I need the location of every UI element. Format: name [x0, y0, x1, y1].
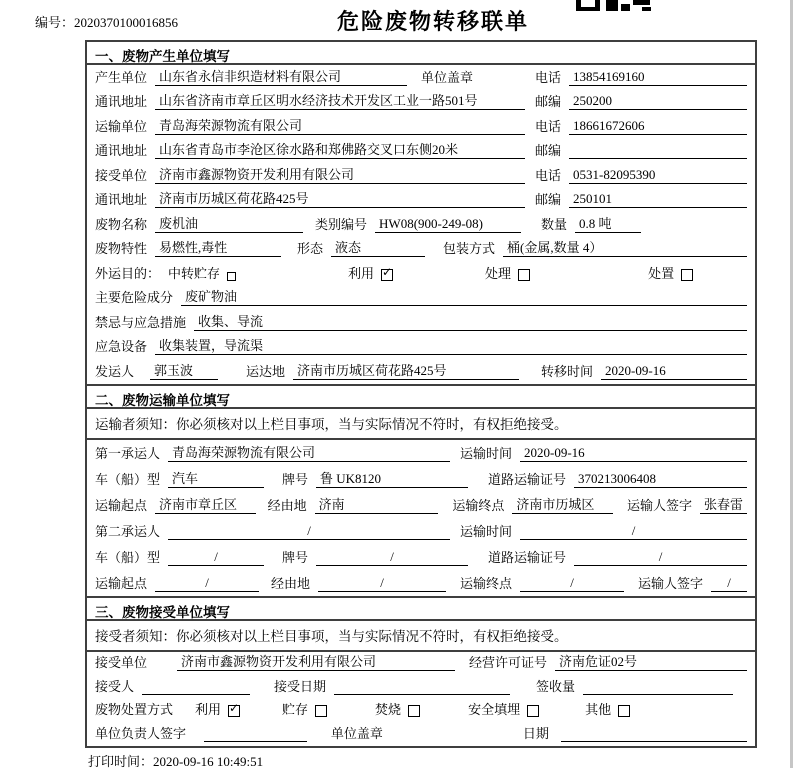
disposal-option-other	[585, 702, 630, 718]
transporter-value: 青岛海荣源物流有限公司	[155, 118, 525, 135]
producer-phone-group	[535, 69, 747, 86]
row-hazard	[87, 286, 755, 311]
option-label: 处理	[485, 265, 512, 281]
acceptor-label: 接受人	[95, 678, 135, 694]
option-label: 焚烧	[375, 702, 402, 717]
section2-title: 二、废物运输单位填写	[87, 386, 755, 409]
sign-label: 运输人签字	[626, 497, 692, 513]
option-label: 中转贮存	[168, 265, 221, 281]
address-label: 通讯地址	[95, 192, 148, 207]
packing-label: 包装方式	[443, 241, 496, 256]
form-value: 液态	[331, 240, 425, 257]
sign-date-label: 日期	[522, 725, 549, 741]
transporter-group	[95, 118, 535, 135]
character-value: 易燃性,毒性	[155, 240, 281, 257]
checkbox-icon	[681, 269, 693, 281]
receiver-address-value: 济南市历城区荷花路425号	[155, 191, 525, 208]
option-label: 处置	[648, 265, 675, 281]
carrier2-label: 第二承运人	[95, 523, 161, 539]
origin1-value: 济南市章丘区	[155, 497, 256, 514]
quantity-value: 0.8 吨	[575, 216, 641, 233]
acceptor-value	[142, 679, 250, 695]
carrier2-group	[95, 523, 460, 540]
zip-label: 邮编	[535, 192, 562, 207]
purpose-option-treat	[485, 266, 530, 282]
row-vehicle1	[87, 466, 755, 492]
checkbox-icon	[315, 705, 327, 717]
receiver-address-group	[95, 191, 535, 208]
purpose-option-dispose	[648, 266, 693, 282]
plate-label: 牌号	[282, 471, 309, 487]
section-transport	[87, 384, 755, 596]
row-waste-name	[87, 212, 755, 237]
checkbox-checked-icon	[381, 264, 393, 281]
taboo-label: 禁忌与应急措施	[95, 314, 187, 330]
permit-label: 经营许可证号	[469, 655, 548, 670]
address-label: 通讯地址	[95, 143, 148, 158]
manager-sign-label: 单位负责人签字	[95, 725, 187, 741]
receiver-zip-group	[535, 191, 747, 208]
accept-date-label: 接受日期	[274, 678, 327, 694]
destination-label: 运达地	[246, 363, 286, 379]
row-transporter	[87, 114, 755, 139]
disposal-label: 废物处置方式	[95, 702, 174, 717]
transport-time-label: 运输时间	[460, 523, 513, 539]
row-route2	[87, 570, 755, 596]
taboo-value: 收集、导流	[194, 314, 747, 331]
plate2-value: /	[316, 549, 468, 566]
sign-date-value	[561, 726, 747, 742]
consignor-value: 郭玉波	[150, 363, 218, 380]
transfer-date-label: 转移时间	[541, 363, 594, 379]
carrier1-group	[95, 445, 460, 462]
receiver-label: 接受单位	[95, 167, 148, 183]
receiver-zip-value: 250101	[569, 191, 747, 208]
road-license-label: 道路运输证号	[488, 471, 567, 487]
row-producer-address	[87, 90, 755, 115]
checkbox-icon	[527, 705, 539, 717]
vehicle-label: 车（船）型	[95, 549, 161, 565]
phone-label: 电话	[535, 69, 562, 85]
signed-qty-value	[583, 679, 733, 695]
hazard-value: 废矿物油	[181, 289, 747, 306]
time2-value: /	[520, 523, 747, 540]
transporter-phone-group	[535, 118, 747, 135]
category-value: HW08(900-249-08)	[375, 216, 521, 233]
receiver-phone-group	[535, 167, 747, 184]
vehicle2-value: /	[168, 549, 264, 566]
row-receiver-address	[87, 188, 755, 213]
row-consignor	[87, 359, 755, 384]
option-label: 利用	[195, 702, 222, 717]
phone-label: 电话	[535, 118, 562, 134]
signed-qty-label: 签收量	[536, 678, 576, 694]
row-purpose	[87, 261, 755, 286]
row-acceptor	[87, 675, 755, 699]
producer-address-value: 山东省济南市章丘区明水经济技术开发区工业一路501号	[155, 93, 525, 110]
option-label: 安全填埋	[468, 702, 521, 717]
sign1-value: 张春雷	[700, 497, 747, 514]
row-receiver	[87, 163, 755, 188]
receiver-value: 济南市鑫源物资开发利用有限公司	[155, 167, 525, 184]
checkmark: ✓	[382, 264, 393, 279]
option-label: 利用	[348, 265, 375, 281]
transporter-zip-value	[569, 143, 747, 159]
transport-notice: 运输者须知：你必须核对以上栏目事项，当与实际情况不符时，有权拒绝接受。	[87, 409, 755, 440]
row-waste-character	[87, 237, 755, 262]
sign-label: 运输人签字	[638, 575, 704, 591]
producer-label: 产生单位	[95, 69, 148, 85]
accept-unit-label: 接受单位	[95, 655, 148, 670]
checkbox-icon	[227, 272, 236, 281]
section3-title: 三、废物接受单位填写	[87, 598, 755, 621]
license2-value: /	[574, 549, 747, 566]
doc-number-label: 编号：	[35, 15, 75, 30]
purpose-option-utilize	[348, 266, 393, 282]
transporter-phone-value: 18661672606	[569, 118, 747, 135]
category-label: 类别编号	[315, 216, 368, 232]
transporter-address-group	[95, 142, 535, 159]
hazard-label: 主要危险成分	[95, 290, 174, 305]
end-label: 运输终点	[452, 497, 505, 513]
section-receiver	[87, 596, 755, 746]
origin-label: 运输起点	[95, 497, 148, 513]
plate-label: 牌号	[282, 549, 309, 565]
phone-label: 电话	[535, 167, 562, 183]
checkbox-icon	[408, 705, 420, 717]
row-disposal	[87, 699, 755, 723]
vehicle1-value: 汽车	[168, 471, 264, 488]
row-manager-sign	[87, 722, 755, 746]
carrier1-value: 青岛海荣源物流有限公司	[168, 445, 450, 462]
time2-group	[460, 523, 747, 540]
transporter-address-value: 山东省青岛市李沧区徐水路和郑佛路交叉口东侧20米	[155, 142, 525, 159]
form-label: 形态	[297, 241, 324, 256]
vehicle-label: 车（船）型	[95, 471, 161, 487]
waste-name-label: 废物名称	[95, 216, 148, 232]
transporter-label: 运输单位	[95, 118, 148, 134]
plate1-value: 鲁 UK8120	[316, 471, 468, 488]
disposal-option-store	[282, 702, 327, 718]
manager-sign-value	[204, 726, 307, 742]
disposal-option-utilize	[195, 702, 240, 718]
row-route1	[87, 492, 755, 518]
receiver-notice: 接受者须知：你必须核对以上栏目事项，当与实际情况不符时，有权拒绝接受。	[87, 621, 755, 652]
checkbox-icon	[618, 705, 630, 717]
checkbox-checked-icon	[228, 701, 240, 717]
consignor-label: 发运人	[95, 363, 135, 379]
unit-seal-label: 单位盖章	[330, 725, 383, 741]
sign2-value: /	[711, 575, 747, 592]
transfer-date-value: 2020-09-16	[601, 363, 747, 380]
quantity-label: 数量	[541, 216, 568, 232]
carrier2-value: /	[168, 523, 450, 540]
accept-unit-value: 济南市鑫源物资开发利用有限公司	[177, 654, 455, 671]
doc-number-value: 2020370100016856	[74, 15, 179, 30]
row-producer	[87, 65, 755, 90]
address-label: 通讯地址	[95, 94, 148, 109]
time1-value: 2020-09-16	[520, 445, 747, 462]
accept-date-value	[334, 679, 510, 695]
section1-title: 一、废物产生单位填写	[87, 42, 755, 65]
receiver-group	[95, 167, 535, 184]
page-title: 危险废物转移联单	[336, 9, 529, 34]
time1-group	[460, 445, 747, 462]
origin-label: 运输起点	[95, 575, 148, 591]
carrier1-label: 第一承运人	[95, 445, 161, 461]
zip-label: 邮编	[535, 143, 562, 158]
row-vehicle2	[87, 544, 755, 570]
print-time	[88, 751, 263, 768]
via2-value: /	[318, 575, 446, 592]
option-label: 其他	[585, 702, 612, 717]
equipment-label: 应急设备	[95, 339, 148, 354]
print-time-label: 打印时间：	[88, 754, 154, 768]
row-accept-unit	[87, 652, 755, 676]
manifest-form	[85, 40, 757, 748]
end2-value: /	[520, 575, 624, 592]
viewer-edge-strip	[790, 0, 793, 768]
checkmark: ✓	[229, 701, 240, 715]
checkbox-icon	[518, 269, 530, 281]
packing-value: 桶(金属,数量 4）	[503, 240, 747, 257]
license1-value: 370213006408	[574, 471, 747, 488]
transport-time-label: 运输时间	[460, 445, 513, 461]
receiver-phone-value: 0531-82095390	[569, 167, 747, 184]
end1-value: 济南市历城区	[512, 497, 613, 514]
via1-value: 济南	[315, 497, 439, 514]
producer-phone-value: 13854169160	[569, 69, 747, 86]
via-label: 经由地	[267, 497, 307, 513]
producer-zip-group	[535, 93, 747, 110]
section-producer	[87, 42, 755, 384]
seal-label: 单位盖章	[421, 69, 474, 85]
via-label: 经由地	[271, 575, 311, 591]
end-label: 运输终点	[460, 575, 513, 591]
row-equipment	[87, 335, 755, 360]
permit-value: 济南危证02号	[555, 654, 747, 671]
print-time-value: 2020-09-16 10:49:51	[153, 754, 264, 768]
producer-value: 山东省永信非织造材料有限公司	[155, 69, 407, 86]
road-license-label: 道路运输证号	[488, 549, 567, 565]
purpose-option-transfer	[168, 266, 236, 282]
zip-label: 邮编	[535, 94, 562, 109]
option-label: 贮存	[282, 702, 309, 717]
character-label: 废物特性	[95, 241, 148, 256]
transporter-zip-group	[535, 143, 747, 159]
producer-address-group	[95, 93, 535, 110]
waste-name-value: 废机油	[155, 216, 303, 233]
producer-zip-value: 250200	[569, 93, 747, 110]
equipment-value: 收集装置，导流渠	[155, 338, 747, 355]
origin2-value: /	[155, 575, 259, 592]
row-carrier2	[87, 518, 755, 544]
destination-value: 济南市历城区荷花路425号	[293, 363, 519, 380]
producer-group	[95, 69, 535, 86]
disposal-option-landfill	[468, 702, 539, 718]
row-taboo	[87, 310, 755, 335]
row-transporter-address	[87, 139, 755, 164]
purpose-label: 外运目的：	[95, 265, 161, 281]
disposal-option-incinerate	[375, 702, 420, 718]
row-carrier1	[87, 440, 755, 466]
